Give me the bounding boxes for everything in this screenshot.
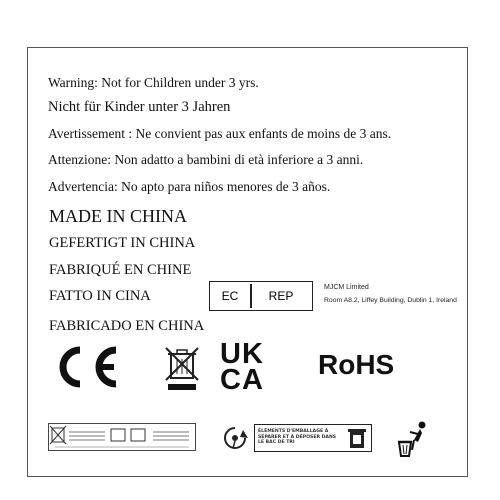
label-panel (27, 47, 468, 477)
ukca-top: UK (220, 338, 264, 370)
warning-fr: Avertissement : Ne convient pas aux enfants de moins de 3 ans. (48, 126, 392, 141)
rohs-mark-icon: RoHS (318, 349, 395, 380)
sorting-instruction-box (254, 424, 372, 452)
tidyman-icon (396, 420, 430, 458)
packaging-info-panel (48, 423, 196, 451)
ukca-mark-icon (220, 338, 282, 396)
ec-rep-company: MJCM Limited (324, 284, 369, 291)
triman-icon (220, 424, 250, 452)
origin-it: FATTO IN CINA (49, 288, 151, 304)
origin-es: FABRICADO EN CHINA (49, 318, 205, 334)
ec-label: EC (221, 289, 239, 303)
warning-de: Nicht für Kinder unter 3 Jahren (48, 99, 231, 115)
rep-label: REP (268, 289, 294, 303)
ec-rep-box (209, 281, 313, 311)
recycle-bin-icon (346, 427, 368, 449)
ukca-bottom: CA (220, 364, 264, 396)
origin-fr: FABRIQUÉ EN CHINE (49, 262, 192, 278)
weee-bin-icon (162, 346, 202, 392)
ce-mark-icon (48, 344, 120, 390)
origin-de: GEFERTIGT IN CHINA (49, 235, 196, 251)
warning-en: Warning: Not for Children under 3 yrs. (48, 75, 259, 90)
warning-es: Advertencia: No apto para niños menores de 3 años. (48, 179, 331, 194)
ec-rep-address: Room A8.2, Liffey Building, Dublin 1, Ireland (324, 297, 457, 304)
warning-it: Attenzione: Non adatto a bambini di età inferiore a 3 anni. (48, 152, 364, 167)
origin-en: MADE IN CHINA (49, 206, 187, 226)
sorting-text: ÉLÉMENTS D'EMBALLAGE À SÉPARER ET À DÉPOSER DANS LE BAC DE TRI (258, 429, 337, 446)
